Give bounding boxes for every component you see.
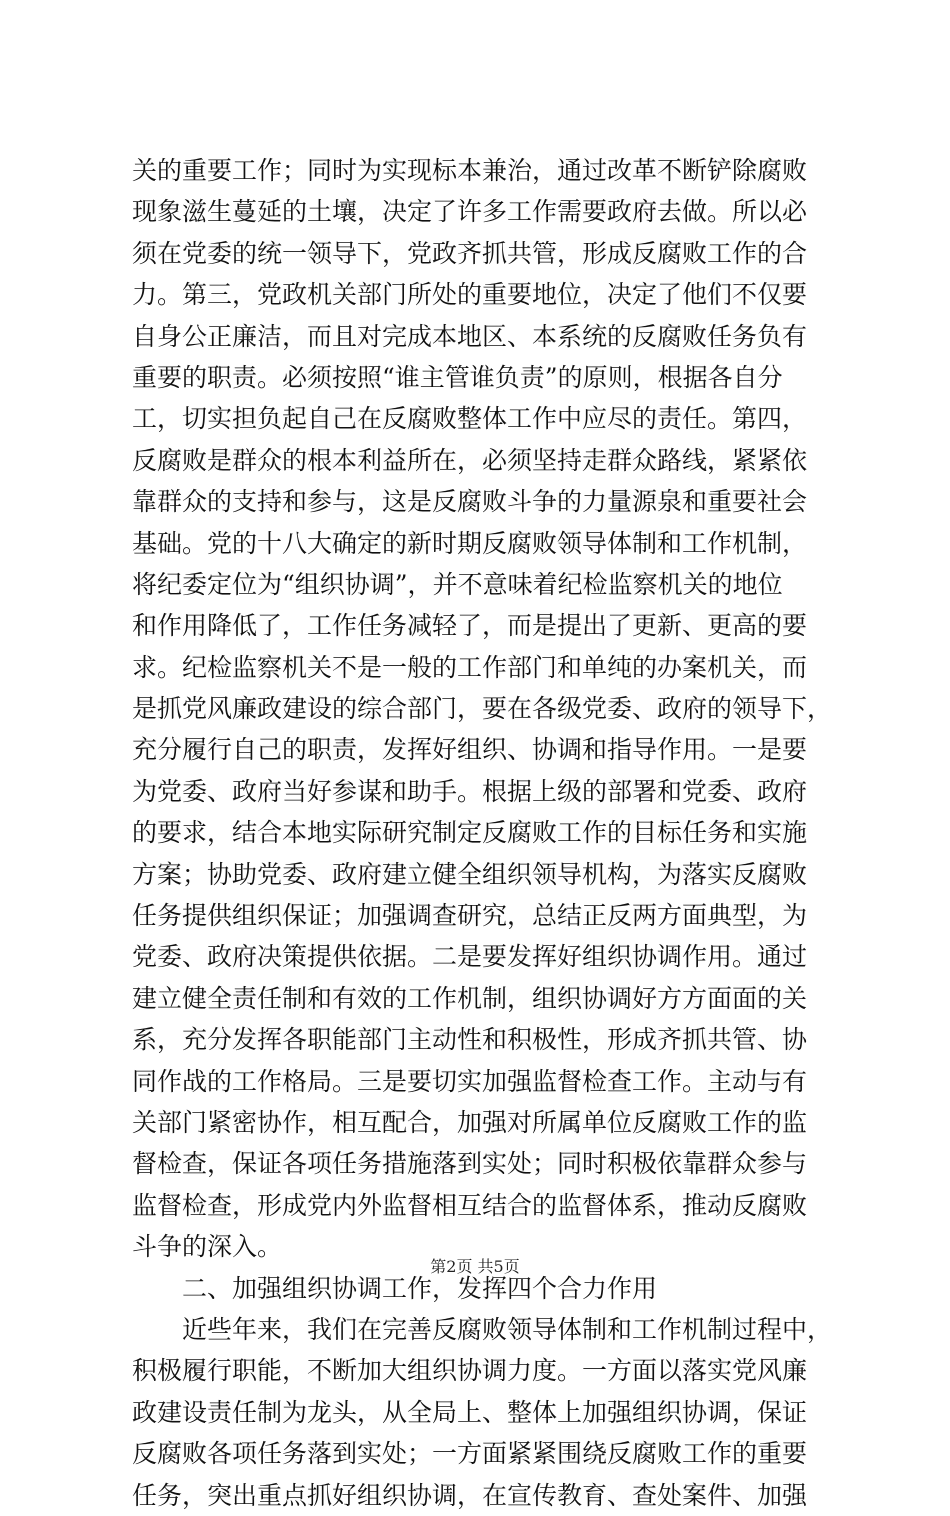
- text-line: 将纪委定位为“组织协调”，并不意味着纪检监察机关的地位: [132, 569, 783, 599]
- text-line: 自身公正廉洁，而且对完成本地区、本系统的反腐败任务负有: [132, 321, 808, 351]
- text-line: 关的重要工作；同时为实现标本兼治，通过改革不断铲除腐败: [132, 156, 808, 185]
- paragraph-first-line: 近些年来，我们在完善反腐败领导体制和工作机制过程中，: [182, 1314, 833, 1344]
- text-line: 重要的职责。必须按照“谁主管谁负责”的原则，根据各自分: [132, 362, 783, 392]
- text-line: 政建设责任制为龙头，从全局上、整体上加强组织协调，保证: [132, 1397, 808, 1427]
- text-line: 靠群众的支持和参与，这是反腐败斗争的力量源泉和重要社会: [132, 487, 808, 517]
- text-line: 力。第三，党政机关部门所处的重要地位，决定了他们不仅要: [132, 280, 808, 310]
- text-line: 为党委、政府当好参谋和助手。根据上级的部署和党委、政府: [132, 776, 808, 806]
- text-line: 的要求，结合本地实际研究制定反腐败工作的目标任务和实施: [132, 818, 808, 848]
- text-line: 任务，突出重点抓好组织协调，在宣传教育、查处案件、加强: [132, 1480, 808, 1510]
- text-line: 是抓党风廉政建设的综合部门，要在各级党委、政府的领导下，: [132, 694, 833, 724]
- text-line: 反腐败是群众的根本利益所在，必须坚持走群众路线，紧紧依: [132, 445, 808, 475]
- document-body: [132, 150, 842, 1516]
- text-line: 反腐败各项任务落到实处；一方面紧紧围绕反腐败工作的重要: [132, 1439, 808, 1469]
- text-line: 须在党委的统一领导下，党政齐抓共管，形成反腐败工作的合: [132, 238, 808, 268]
- text-line: 建立健全责任制和有效的工作机制，组织协调好方方面面的关: [132, 983, 808, 1013]
- text-line: 求。纪检监察机关不是一般的工作部门和单纯的办案机关，而: [132, 652, 808, 682]
- page-total: 共5页: [477, 1257, 520, 1276]
- text-line: 同作战的工作格局。三是要切实加强监督检查工作。主动与有: [132, 1066, 808, 1096]
- section-heading: 二、加强组织协调工作，发挥四个合力作用: [182, 1273, 658, 1303]
- text-line: 和作用降低了，工作任务减轻了，而是提出了更新、更高的要: [132, 611, 808, 641]
- text-line: 现象滋生蔓延的土壤，决定了许多工作需要政府去做。所以必: [132, 197, 808, 227]
- text-line: 关部门紧密协作，相互配合，加强对所属单位反腐败工作的监: [132, 1107, 808, 1137]
- text-line: 党委、政府决策提供依据。二是要发挥好组织协调作用。通过: [132, 942, 808, 972]
- page-number: 第2页: [430, 1257, 473, 1276]
- text-line: 充分履行自己的职责，发挥好组织、协调和指导作用。一是要: [132, 735, 808, 765]
- text-line: 工，切实担负起自己在反腐败整体工作中应尽的责任。第四，: [132, 404, 808, 434]
- text-line: 任务提供组织保证；加强调查研究，总结正反两方面典型，为: [132, 901, 808, 931]
- text-line: 督检查，保证各项任务措施落到实处；同时积极依靠群众参与: [132, 1149, 808, 1179]
- page-footer: [0, 1257, 950, 1277]
- text-line: 方案；协助党委、政府建立健全组织领导机构，为落实反腐败: [132, 859, 808, 889]
- text-line: 斗争的深入。: [132, 1232, 283, 1262]
- text-line: 基础。党的十八大确定的新时期反腐败领导体制和工作机制，: [132, 528, 808, 558]
- text-line: 积极履行职能，不断加大组织协调力度。一方面以落实党风廉: [132, 1356, 808, 1386]
- text-line: 监督检查，形成党内外监督相互结合的监督体系，推动反腐败: [132, 1190, 808, 1220]
- text-line: 系，充分发挥各职能部门主动性和积极性，形成齐抓共管、协: [132, 1025, 808, 1055]
